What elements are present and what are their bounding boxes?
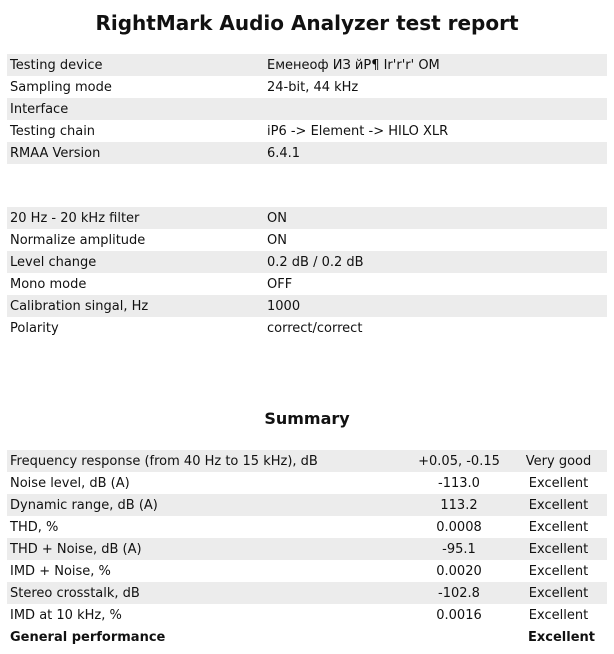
summary-param: THD + Noise, dB (A) — [7, 538, 408, 560]
setting-value: 1000 — [264, 295, 607, 317]
summary-value: -102.8 — [408, 582, 510, 604]
summary-heading: Summary — [264, 409, 350, 428]
summary-rating: Excellent — [528, 475, 589, 491]
setting-label: Mono mode — [10, 276, 87, 292]
setting-value: correct/correct — [267, 320, 363, 336]
summary-param: IMD + Noise, % — [10, 563, 111, 579]
summary-rating: Excellent — [528, 519, 589, 535]
info-label: Testing device — [7, 54, 264, 76]
summary-value: 113.2 — [408, 494, 510, 516]
table-row — [7, 472, 607, 494]
settings-table — [7, 207, 607, 339]
summary-param: IMD at 10 kHz, % — [10, 607, 122, 623]
info-label: Sampling mode — [10, 79, 112, 95]
info-label: Interface — [7, 98, 264, 120]
summary-param: Stereo crosstalk, dB — [7, 582, 408, 604]
page-title: RightMark Audio Analyzer test report — [95, 11, 519, 35]
summary-table — [7, 450, 607, 648]
info-value: Еменеоф ИЗ йР¶ Ir'r'r' OM — [264, 54, 607, 76]
table-row — [7, 251, 607, 273]
info-label: Testing chain — [10, 123, 96, 139]
table-row — [7, 582, 607, 604]
table-row — [7, 295, 607, 317]
summary-value: 0.0020 — [436, 563, 482, 579]
table-row — [7, 229, 607, 251]
setting-value: OFF — [267, 276, 293, 292]
general-performance-rating: Excellent — [510, 626, 607, 648]
summary-value: -113.0 — [438, 475, 480, 491]
summary-rating: Excellent — [528, 563, 589, 579]
table-row — [7, 494, 607, 516]
setting-label: 20 Hz - 20 kHz filter — [7, 207, 264, 229]
info-value — [264, 98, 607, 120]
table-row — [7, 516, 607, 538]
table-row — [7, 604, 607, 626]
general-performance-row — [7, 626, 607, 648]
summary-value: +0.05, -0.15 — [408, 450, 510, 472]
table-row — [7, 207, 607, 229]
table-row — [7, 142, 607, 164]
table-row — [7, 317, 607, 339]
table-row — [7, 120, 607, 142]
setting-label: Normalize amplitude — [10, 232, 146, 248]
info-value: 24-bit, 44 kHz — [267, 79, 359, 95]
info-value: iP6 -> Element -> HILO XLR — [267, 123, 449, 139]
summary-rating: Very good — [510, 450, 607, 472]
info-label: RMAA Version — [7, 142, 264, 164]
general-performance-value — [408, 626, 510, 648]
table-row — [7, 450, 607, 472]
summary-param: Dynamic range, dB (A) — [7, 494, 408, 516]
table-row — [7, 538, 607, 560]
summary-value: 0.0016 — [436, 607, 482, 623]
setting-value: 0.2 dB / 0.2 dB — [264, 251, 607, 273]
setting-value: ON — [267, 232, 287, 248]
setting-label: Calibration singal, Hz — [7, 295, 264, 317]
table-row — [7, 54, 607, 76]
setting-label: Level change — [7, 251, 264, 273]
summary-value: 0.0008 — [436, 519, 482, 535]
summary-rating: Excellent — [528, 607, 589, 623]
table-row — [7, 98, 607, 120]
summary-rating: Excellent — [510, 494, 607, 516]
summary-param: THD, % — [10, 519, 59, 535]
setting-label: Polarity — [10, 320, 59, 336]
summary-value: -95.1 — [408, 538, 510, 560]
table-row — [7, 560, 607, 582]
setting-value: ON — [264, 207, 607, 229]
summary-param: Noise level, dB (A) — [10, 475, 130, 491]
general-performance-label: General performance — [7, 626, 408, 648]
table-row — [7, 273, 607, 295]
table-row — [7, 76, 607, 98]
summary-rating: Excellent — [510, 538, 607, 560]
summary-param: Frequency response (from 40 Hz to 15 kHz), dB — [7, 450, 408, 472]
summary-rating: Excellent — [510, 582, 607, 604]
info-value: 6.4.1 — [264, 142, 607, 164]
info-table — [7, 54, 607, 164]
